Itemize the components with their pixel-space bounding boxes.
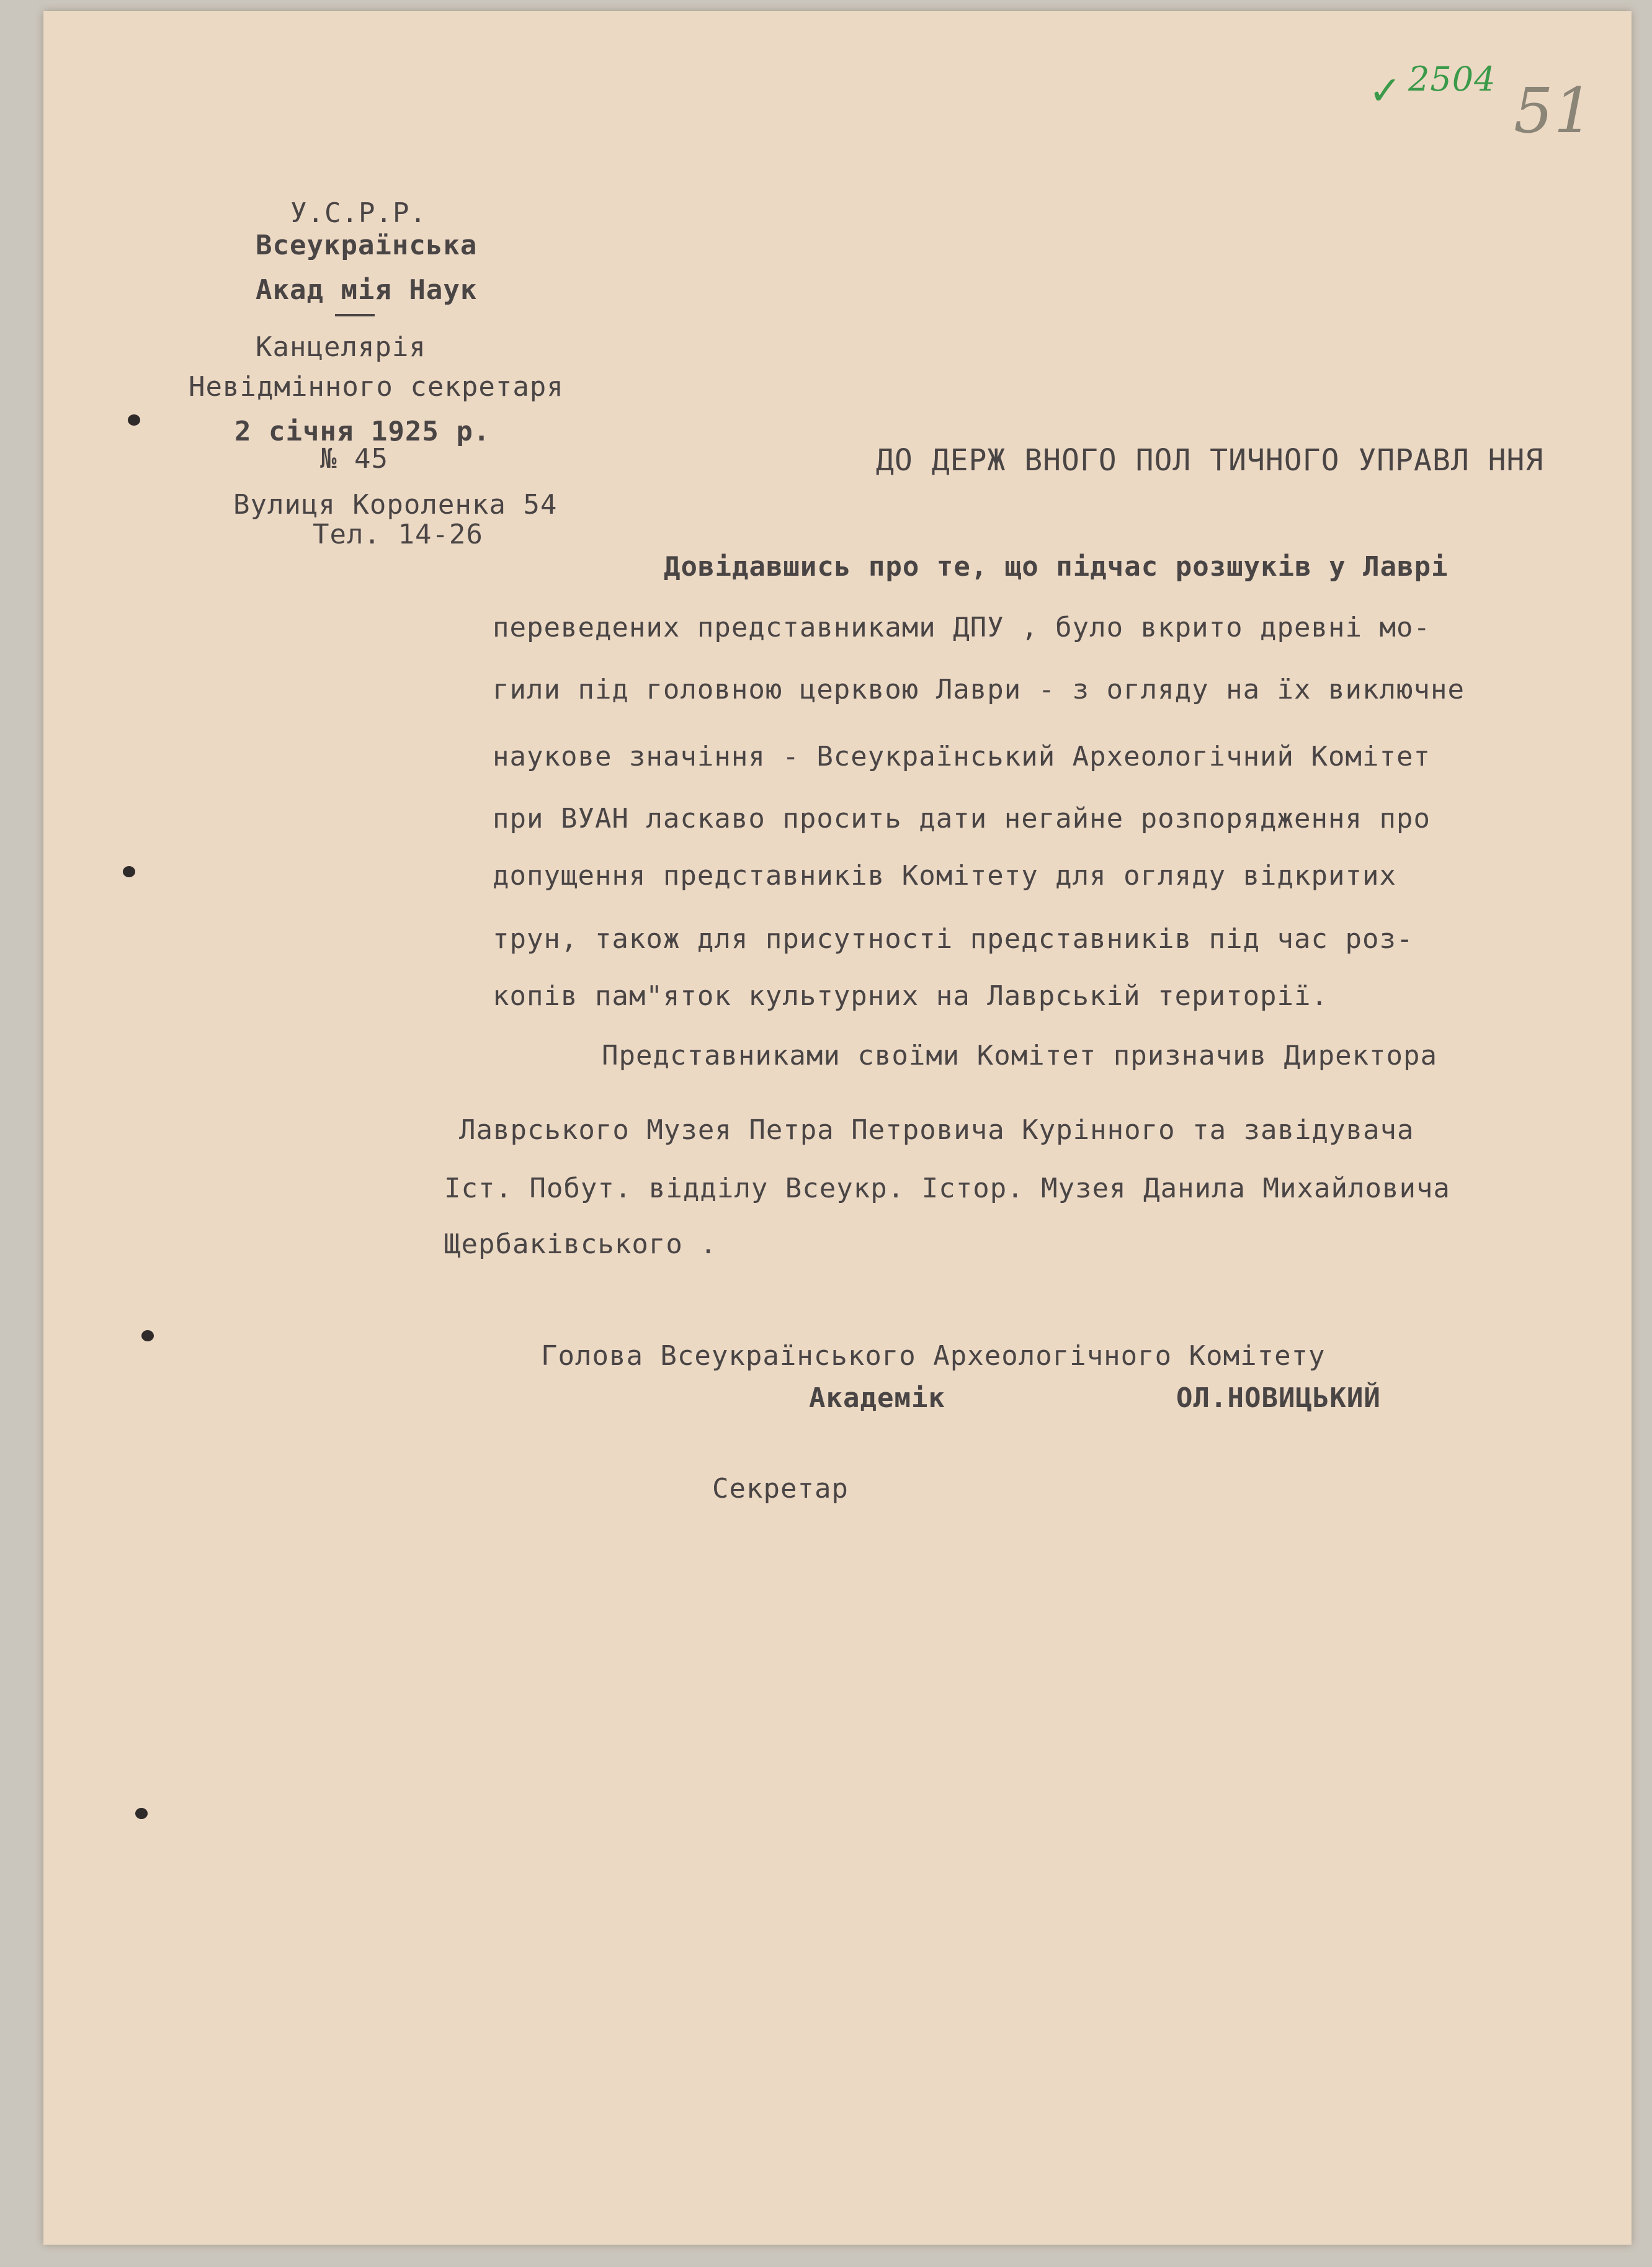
letterhead-state: У.С.Р.Р. [290, 197, 427, 229]
addressee: ДО ДЕРЖ ВНОГО ПОЛ ТИЧНОГО УПРАВЛ ННЯ [876, 443, 1544, 478]
letterhead-office-title: Невідмінного секретаря [189, 371, 564, 403]
signature-title: Голова Всеукраїнського Археологічного Комітету [541, 1340, 1326, 1372]
punch-hole [128, 414, 140, 426]
body-line: переведених представниками ДПУ , було вкрито древні мо- [493, 612, 1431, 643]
punch-hole [135, 1808, 148, 1819]
letterhead-office: Канцелярія [256, 331, 426, 363]
body-line: гили під головною церквою Лаври - з огляду на їх виключне [493, 674, 1465, 705]
punch-hole [141, 1330, 154, 1341]
body-line: Лаврського Музея Петра Петровича Курінного та завідувача [459, 1114, 1414, 1146]
signature-rank: Академік [809, 1382, 945, 1414]
letterhead-org-line2: Акад мія Наук [256, 274, 478, 306]
office-address: Вулиця Короленка 54 [233, 489, 558, 521]
body-line: Іст. Побут. відділу Всеукр. Істор. Музея Данила Михайловича [444, 1173, 1450, 1204]
body-line: при ВУАН ласкаво просить дати негайне розпорядження про [493, 803, 1431, 834]
body-line: Щербаківського . [444, 1228, 717, 1260]
archive-number: 2504 [1408, 60, 1496, 99]
check-mark-icon: ✓ [1368, 68, 1402, 114]
secretary-label: Секретар [712, 1473, 849, 1505]
punch-hole [123, 866, 135, 877]
letterhead-divider [335, 314, 375, 316]
signature-name: ОЛ.НОВИЦЬКИЙ [1176, 1382, 1381, 1414]
letterhead-org-line1: Всеукраїнська [256, 230, 478, 261]
letter-number: № 45 [320, 443, 388, 475]
page-number: 51 [1514, 74, 1594, 147]
letter-date: 2 січня 1925 р. [234, 416, 491, 447]
office-phone: Тел. 14-26 [313, 519, 483, 550]
body-line: наукове значіння - Всеукраїнський Археологічний Комітет [493, 741, 1431, 772]
body-line: Представниками своїми Комітет призначив Директора [602, 1040, 1438, 1071]
body-line: трун, також для присутності представників під час роз- [493, 923, 1414, 955]
body-line: Довідавшись про те, що підчас розшуків у Лаврі [664, 551, 1449, 583]
body-line: допущення представників Комітету для огляду відкритих [493, 860, 1396, 892]
body-line: копів пам"яток культурних на Лаврській території. [493, 980, 1329, 1012]
